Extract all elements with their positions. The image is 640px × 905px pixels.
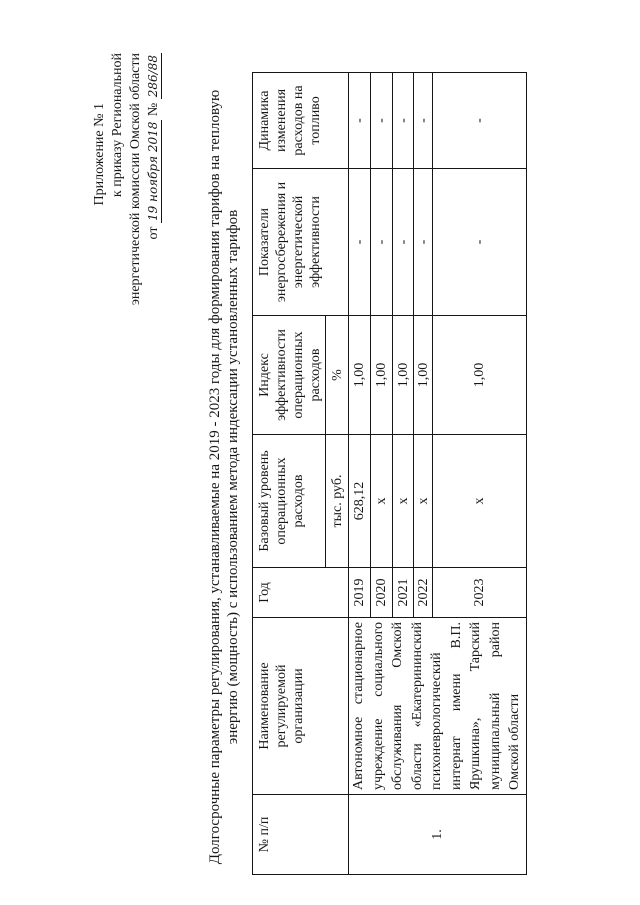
efficiency-index-cell: 1,00 bbox=[393, 316, 413, 434]
base-opex-cell: 628,12 bbox=[349, 435, 370, 567]
energy-saving-cell: - bbox=[414, 169, 432, 315]
appendix-order-line: к приказу Региональной bbox=[110, 53, 125, 198]
year-cell: 2022 bbox=[414, 568, 432, 617]
energy-saving-cell: - bbox=[433, 169, 526, 315]
handwritten-date: 19 ноября 2018 bbox=[146, 121, 160, 222]
efficiency-index-cell: 1,00 bbox=[414, 316, 432, 434]
base-opex-cell: х bbox=[393, 435, 413, 567]
number-prefix: № bbox=[146, 102, 161, 117]
base-opex-cell: х bbox=[433, 435, 526, 567]
date-prefix: от bbox=[146, 226, 161, 240]
fuel-dynamics-cell: - bbox=[414, 73, 432, 168]
row-number: 1. bbox=[349, 795, 526, 874]
year-cell: 2023 bbox=[433, 568, 526, 617]
base-opex-cell: х bbox=[414, 435, 432, 567]
header-energy-saving: Показатели энергосбережения и энергетической эффективности bbox=[253, 169, 348, 315]
unit-efficiency-index: % bbox=[326, 316, 348, 434]
year-cell: 2019 bbox=[349, 568, 370, 617]
appendix-commission-line: энергетической комиссии Омской области bbox=[128, 53, 143, 306]
header-organization: Наименование регулируемой организации bbox=[253, 618, 348, 794]
fuel-dynamics-cell: - bbox=[393, 73, 413, 168]
header-fuel-dynamics: Динамика изменения расходов на топливо bbox=[253, 73, 348, 168]
appendix-block bbox=[91, 53, 163, 305]
energy-saving-cell: - bbox=[371, 169, 392, 315]
base-opex-cell: х bbox=[371, 435, 392, 567]
header-number: № п/п bbox=[253, 795, 348, 874]
appendix-title: Приложение № 1 bbox=[92, 103, 107, 206]
energy-saving-cell: - bbox=[393, 169, 413, 315]
header-base-opex: Базовый уровень операционных расходов bbox=[253, 435, 325, 567]
energy-saving-cell: - bbox=[349, 169, 370, 315]
fuel-dynamics-cell: - bbox=[433, 73, 526, 168]
efficiency-index-cell: 1,00 bbox=[433, 316, 526, 434]
document-title: Долгосрочные параметры регулирования, устанавливаемые на 2019 - 2023 годы для формирования тарифов на тепловую энергию (мощность) с использованием метода индексации установленных тарифов bbox=[207, 89, 241, 865]
appendix-date-line bbox=[145, 53, 163, 305]
header-efficiency-index: Индекс эффективности операционных расходов bbox=[253, 316, 325, 434]
header-year: Год bbox=[253, 568, 348, 617]
efficiency-index-cell: 1,00 bbox=[371, 316, 392, 434]
handwritten-number: 286/88 bbox=[146, 55, 160, 98]
parameters-table bbox=[252, 72, 527, 875]
fuel-dynamics-cell: - bbox=[349, 73, 370, 168]
organization-name: Автономное стационарное учреждение социального обслуживания Омской области «Екатерининский психоневрологический интернат имени В.П. Ярушкина», Тарский муниципальный район Омской области bbox=[349, 618, 526, 794]
fuel-dynamics-cell: - bbox=[371, 73, 392, 168]
year-cell: 2020 bbox=[371, 568, 392, 617]
year-cell: 2021 bbox=[393, 568, 413, 617]
unit-base-opex: тыс. руб. bbox=[326, 435, 348, 567]
efficiency-index-cell: 1,00 bbox=[349, 316, 370, 434]
